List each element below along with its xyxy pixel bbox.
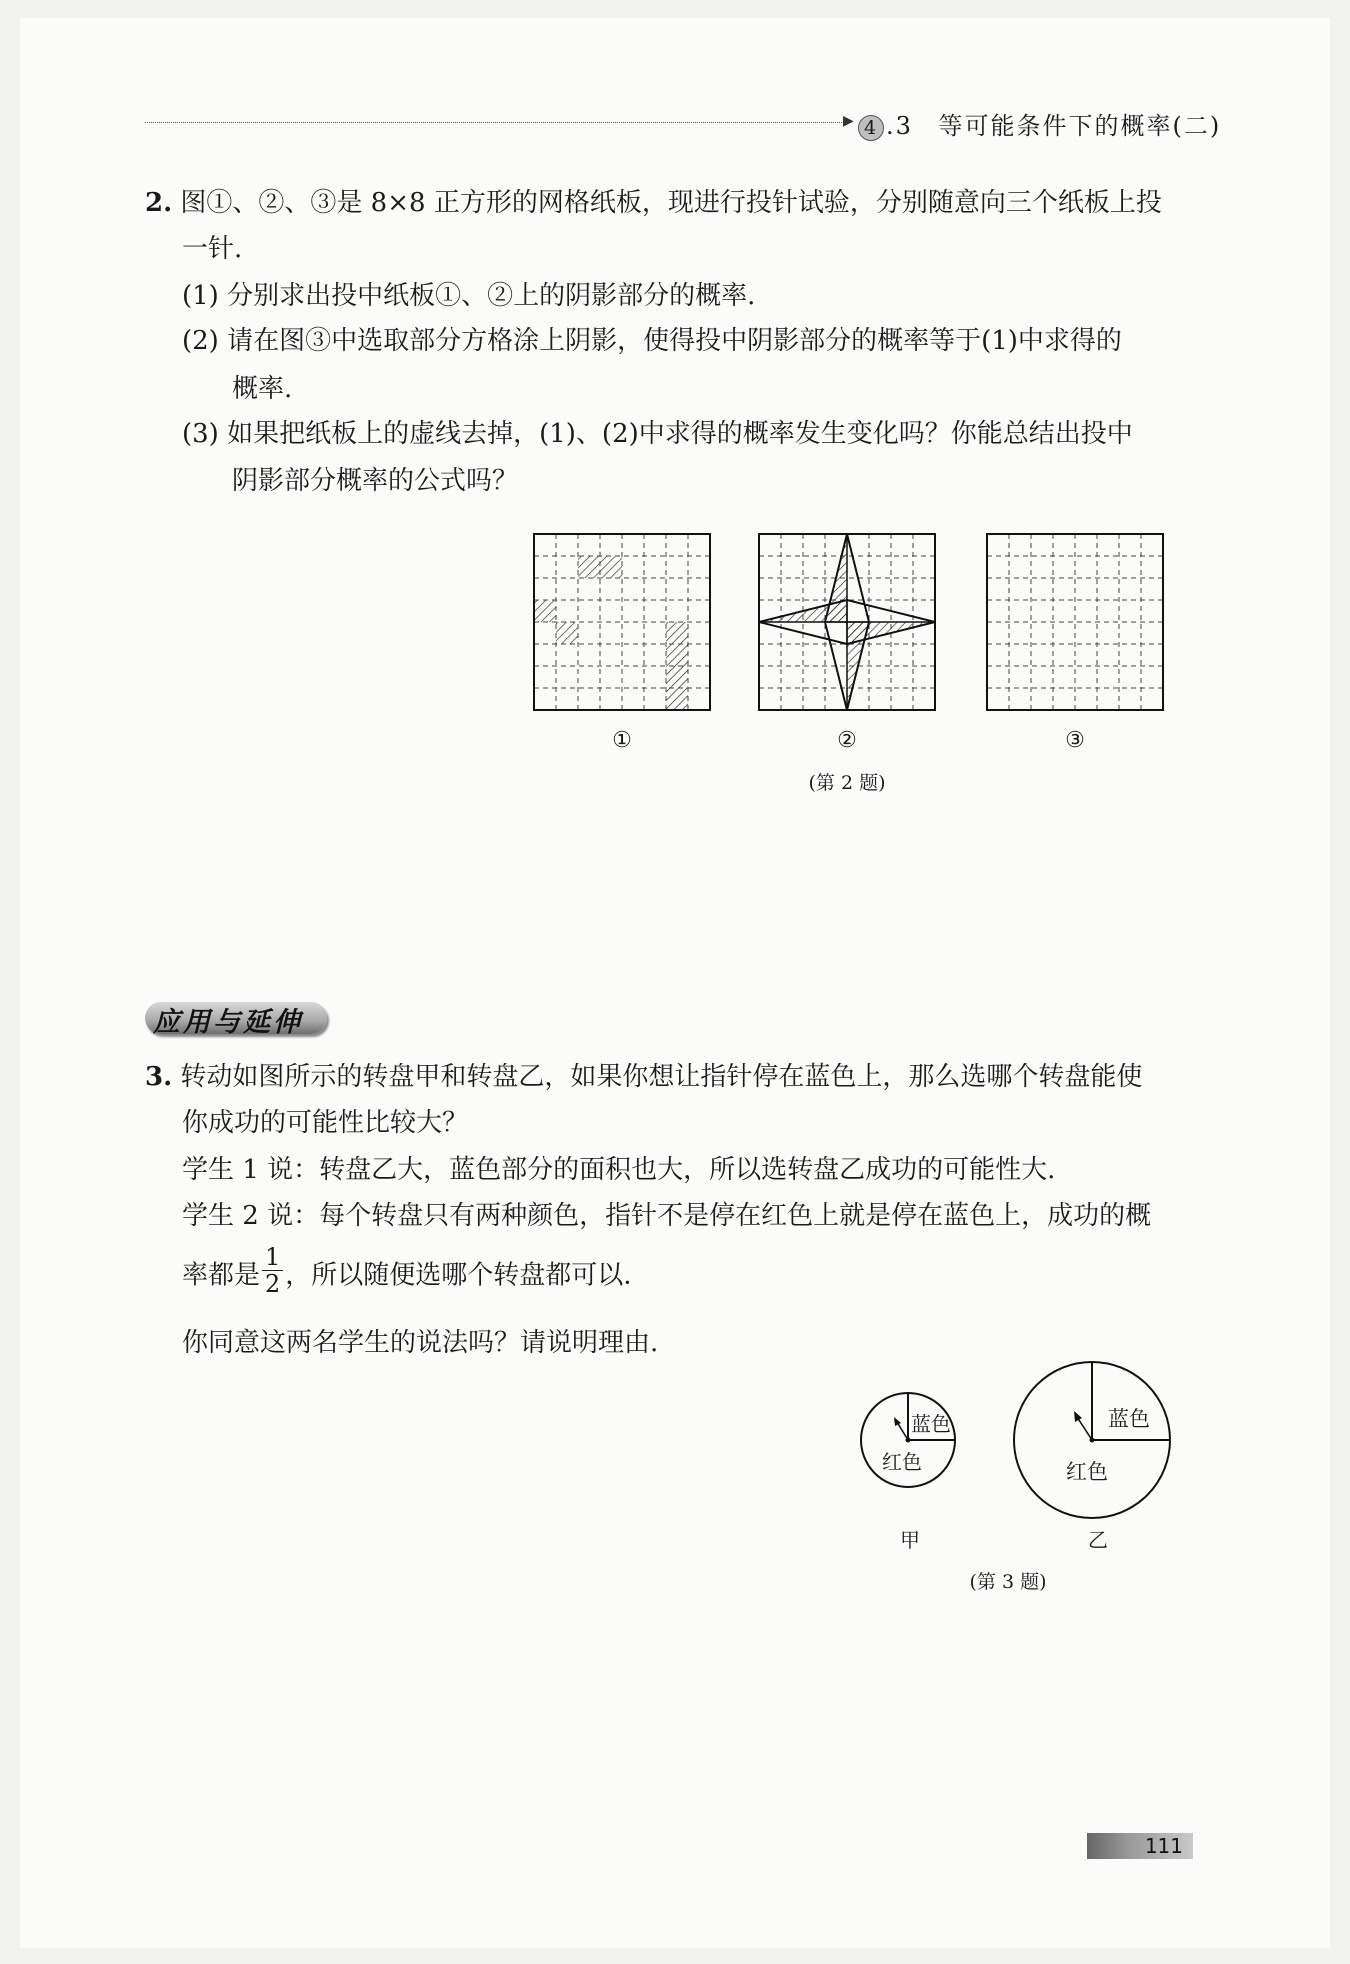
q3-student2-line1: 学生 2 说：每个转盘只有两种颜色，指针不是停在红色上就是停在蓝色上，成功的概 [182,1201,1152,1231]
q3-line2: 你成功的可能性比较大？ [182,1108,469,1138]
section-title: 等可能条件下的概率(二) [938,112,1222,140]
q2-caption: (第 2 题) [808,772,886,794]
fig-label-2: ② [837,728,857,753]
q2-line2: 一针. [182,234,243,264]
spinner-a-blue-label: 蓝色 [911,1412,951,1436]
q3-student2-post: ，所以随便选哪个转盘都可以. [285,1260,632,1291]
q2-part2-line1: (2) 请在图③中选取部分方格涂上阴影，使得投中阴影部分的概率等于(1)中求得的 [182,326,1122,356]
fraction-denominator: 2 [265,1270,281,1298]
section-number-badge: 4 [858,115,884,141]
grid-board-1 [534,534,710,710]
spinner-b-red-label: 红色 [1066,1460,1108,1484]
q3-text-line1: 转动如图所示的转盘甲和转盘乙，如果你想让指针停在蓝色上，那么选哪个转盘能使 [180,1062,1143,1092]
section-banner [145,1002,327,1038]
section-banner-label: 应用与延伸 [153,1007,303,1038]
q3-student1: 学生 1 说：转盘乙大，蓝色部分的面积也大，所以选转盘乙成功的可能性大. [182,1155,1056,1185]
fig-label-3: ③ [1065,728,1085,753]
q2-part3-line2: 阴影部分概率的公式吗？ [232,466,519,496]
q3-student2-line2 [182,1243,632,1303]
spinner-b [1014,1362,1170,1518]
arrow-right-icon: ▶ [843,113,854,129]
q3-line1 [145,1054,1142,1100]
page-number: 111 [1144,1834,1183,1858]
page-number-tab [1087,1833,1193,1859]
spinner-b-name: 乙 [1088,1528,1108,1552]
section-suffix: .3 [886,112,913,140]
spinner-b-blue-label: 蓝色 [1108,1407,1150,1431]
q3-caption: (第 3 题) [969,1571,1047,1593]
q2-part2-line2: 概率. [232,374,293,404]
grid-board-3 [987,534,1163,710]
q2-part3-line1: (3) 如果把纸板上的虚线去掉，(1)、(2)中求得的概率发生变化吗？你能总结出投中 [182,419,1133,449]
spinner-a-name: 甲 [900,1528,920,1552]
grid-board-2 [759,534,935,710]
q3-student2-pre: 率都是 [182,1260,261,1291]
q2-text-line1: 图①、②、③是 8×8 正方形的网格纸板，现进行投针试验，分别随意向三个纸板上投 [180,188,1162,218]
q3-question: 你同意这两名学生的说法吗？请说明理由. [182,1328,659,1358]
q2-number: 2. [145,188,173,218]
q2-part1: (1) 分别求出投中纸板①、②上的阴影部分的概率. [182,281,756,311]
q3-number: 3. [145,1062,173,1092]
spinner-a-red-label: 红色 [882,1450,922,1474]
fraction-one-half [262,1244,283,1297]
fraction-numerator: 1 [262,1244,283,1271]
fig-label-1: ① [612,728,632,753]
